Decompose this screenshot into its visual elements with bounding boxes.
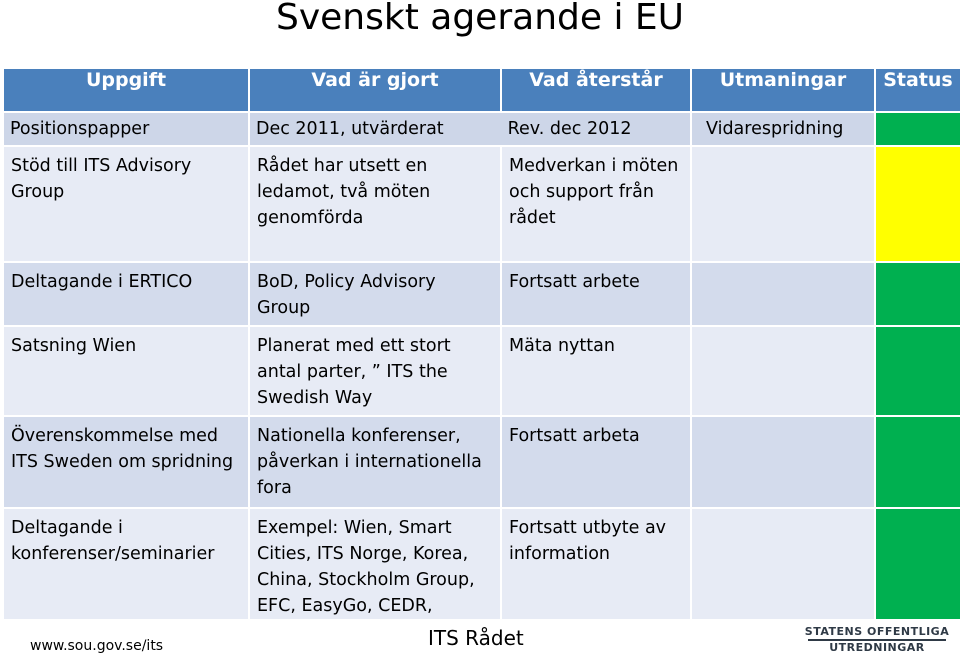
header-row — [4, 69, 960, 111]
cell-task: Deltagande i ERTICO — [4, 263, 248, 325]
status-cell — [876, 417, 960, 507]
cell-remaining: Mäta nyttan — [502, 327, 690, 415]
header-task: Uppgift — [4, 69, 248, 111]
cell-challenges — [692, 327, 874, 415]
table-row — [4, 147, 960, 261]
header-done: Vad är gjort — [250, 69, 500, 111]
cell-challenges — [692, 509, 874, 619]
status-table — [2, 67, 960, 621]
footer-org: ITS Rådet — [428, 626, 524, 650]
header-status: Status — [876, 69, 960, 111]
cell-remaining: Fortsatt arbeta — [502, 417, 690, 507]
footer-url: www.sou.gov.se/its — [30, 638, 164, 654]
cell-remaining: Fortsatt arbete — [502, 263, 690, 325]
cell-done: Rådet har utsett en ledamot, två möten genomförda — [250, 147, 500, 261]
cell-done: Dec 2011, utvärderat — [256, 119, 444, 139]
cell-task: Överenskommelse med ITS Sweden om spridning — [4, 417, 248, 507]
header-remaining: Vad återstår — [502, 69, 690, 111]
page-title: Svenskt agerande i EU — [275, 0, 684, 38]
table-row — [4, 327, 960, 415]
status-cell — [876, 263, 960, 325]
cell-task: Stöd till ITS Advisory Group — [4, 147, 248, 261]
cell-done: Exempel: Wien, Smart Cities, ITS Norge, Korea, China, Stockholm Group, EFC, EasyGo, CEDR, — [250, 509, 500, 619]
logo-line-1: STATENS OFFENTLIGA — [804, 625, 950, 638]
cell-done-remaining — [250, 113, 690, 145]
cell-challenges — [692, 263, 874, 325]
cell-challenges — [692, 417, 874, 507]
header-challenges: Utmaningar — [692, 69, 874, 111]
logo-line-2: UTREDNINGAR — [829, 641, 925, 654]
table-row — [4, 417, 960, 507]
cell-challenges — [692, 147, 874, 261]
cell-task: Satsning Wien — [4, 327, 248, 415]
table-row — [4, 263, 960, 325]
cell-challenges: Vidarespridning — [692, 113, 874, 145]
table-row — [4, 509, 960, 619]
status-cell — [876, 509, 960, 619]
cell-done: Nationella konferenser, påverkan i internationella fora — [250, 417, 500, 507]
table-row — [4, 113, 960, 145]
cell-task: Deltagande i konferenser/seminarier — [4, 509, 248, 619]
status-cell — [876, 113, 960, 145]
cell-done: Planerat med ett stort antal parter, ” ITS the Swedish Way — [250, 327, 500, 415]
cell-remaining: Rev. dec 2012 — [507, 119, 632, 139]
status-cell — [876, 147, 960, 261]
cell-done: BoD, Policy Advisory Group — [250, 263, 500, 325]
cell-remaining: Fortsatt utbyte av information — [502, 509, 690, 619]
cell-remaining: Medverkan i möten och support från rådet — [502, 147, 690, 261]
status-cell — [876, 327, 960, 415]
cell-task: Positionspapper — [4, 113, 248, 145]
sou-logo — [804, 626, 950, 654]
